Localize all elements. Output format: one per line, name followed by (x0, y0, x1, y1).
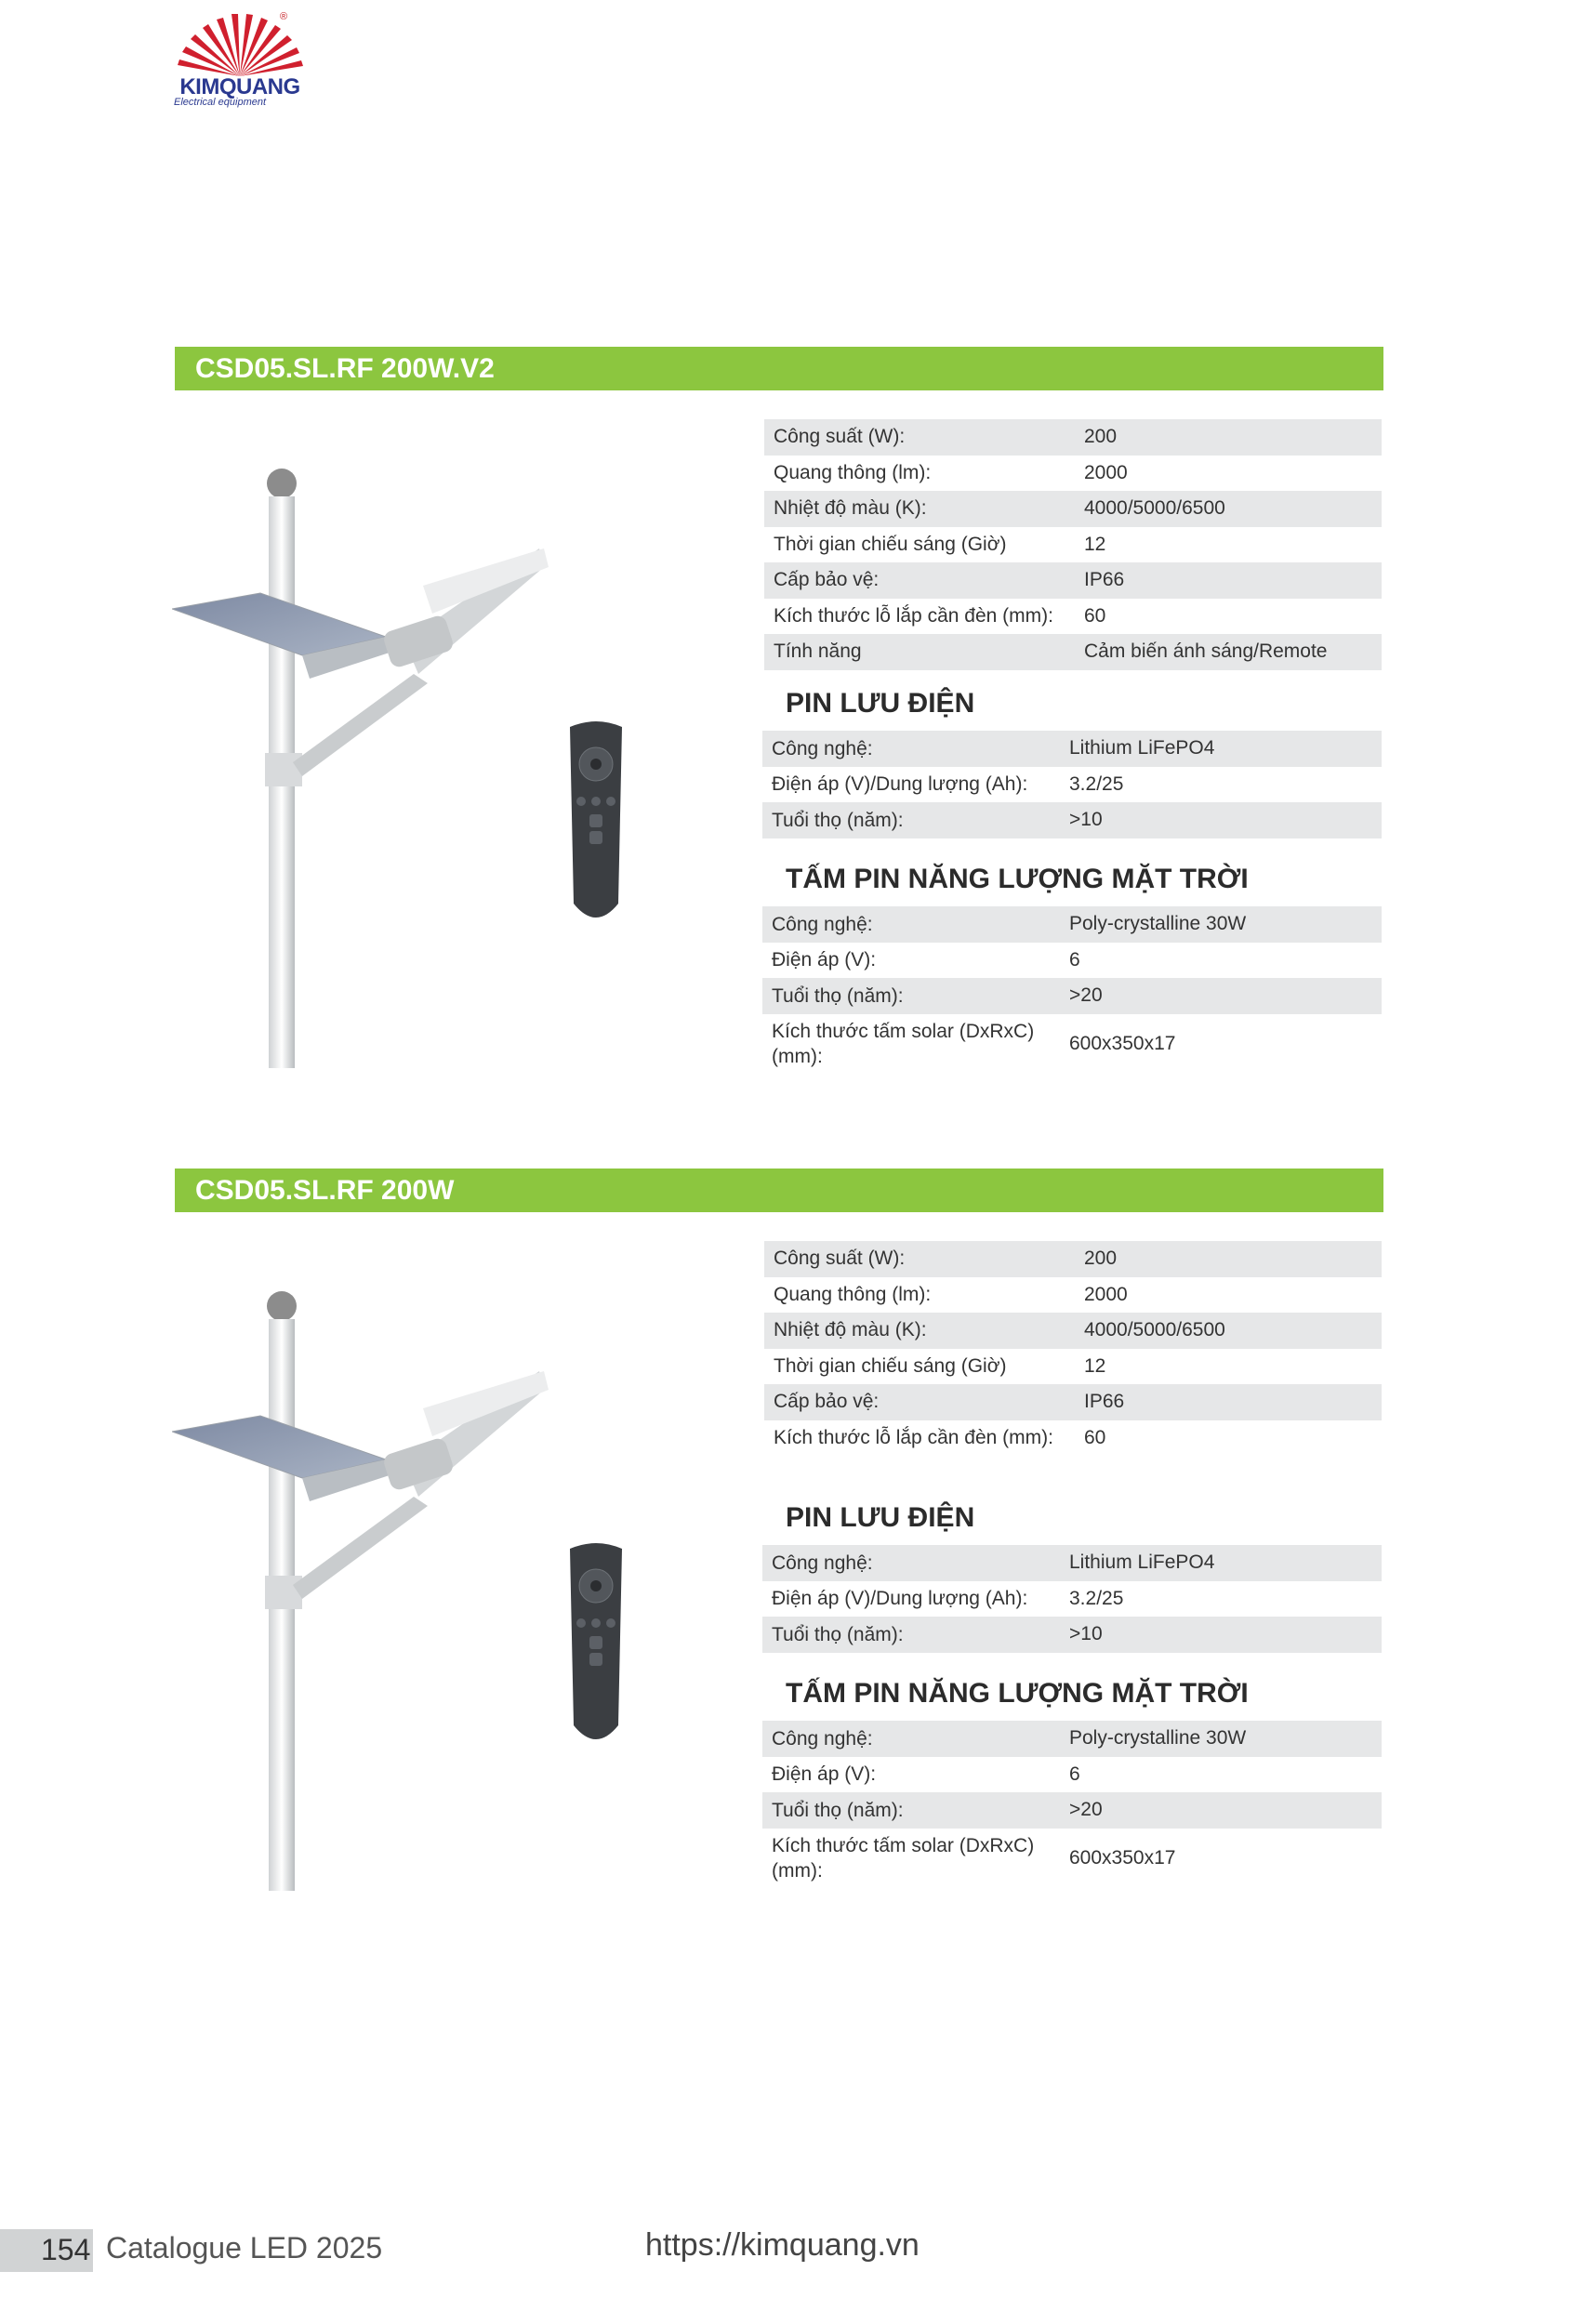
spec-value: Cảm biến ánh sáng/Remote (1084, 640, 1328, 663)
battery-heading: PIN LƯU ĐIỆN (786, 688, 975, 719)
battery-value: >10 (1069, 809, 1103, 831)
battery-label: Tuổi thọ (năm): (772, 1623, 904, 1645)
remote-control-image (564, 718, 628, 924)
solar-row (762, 1757, 1382, 1793)
spec-label: Thời gian chiếu sáng (Giờ) (774, 1354, 1007, 1377)
logo-brand: KIMQUANG (179, 74, 300, 99)
spec-label: Quang thông (lm): (774, 461, 932, 483)
spec-value: 2000 (1084, 1283, 1128, 1305)
solar-row (762, 1014, 1382, 1074)
solar-table (762, 1721, 1382, 1888)
spec-table (764, 1241, 1382, 1456)
page-number: 154 (41, 2233, 91, 2266)
solar-row (762, 943, 1382, 979)
spec-value: 2000 (1084, 461, 1128, 483)
battery-value: Lithium LiFePO4 (1069, 737, 1215, 759)
product-title: CSD05.SL.RF 200W.V2 (175, 347, 1383, 390)
spec-row (764, 1384, 1382, 1420)
solar-label: Tuổi thọ (năm): (772, 1799, 904, 1821)
spec-row (764, 1241, 1382, 1277)
battery-row (762, 1545, 1382, 1581)
battery-value: >10 (1069, 1623, 1103, 1645)
battery-row (762, 1617, 1382, 1653)
battery-table (762, 1545, 1382, 1653)
solar-row (762, 1829, 1382, 1888)
battery-label: Công nghệ: (772, 1552, 873, 1574)
solar-label: Công nghệ: (772, 913, 873, 935)
solar-label: Công nghệ: (772, 1727, 873, 1750)
solar-table (762, 906, 1382, 1074)
spec-row (764, 1277, 1382, 1314)
solar-value: 6 (1069, 948, 1080, 971)
solar-value: >20 (1069, 984, 1103, 1007)
battery-value: 3.2/25 (1069, 1587, 1124, 1609)
solar-heading: TẤM PIN NĂNG LƯỢNG MẶT TRỜI (786, 1678, 1249, 1709)
spec-row (764, 1420, 1382, 1457)
solar-label: Kích thước tấm solar (DxRxC) (mm): (772, 1834, 1035, 1882)
spec-value: IP66 (1084, 569, 1125, 591)
spec-value: 60 (1084, 604, 1106, 627)
spec-row (764, 1349, 1382, 1385)
solar-label: Điện áp (V): (772, 949, 877, 971)
spec-value: 12 (1084, 1354, 1106, 1377)
spec-value: 200 (1084, 426, 1118, 448)
solar-label: Tuổi thọ (năm): (772, 984, 904, 1007)
spec-label: Công suất (W): (774, 426, 906, 448)
remote-control-image (564, 1539, 628, 1746)
battery-row (762, 802, 1382, 838)
battery-table (762, 731, 1382, 838)
battery-label: Công nghệ: (772, 737, 873, 759)
spec-label: Nhiệt độ màu (K): (774, 1319, 927, 1341)
spec-value: IP66 (1084, 1391, 1125, 1413)
spec-value: 60 (1084, 1426, 1106, 1448)
battery-row (762, 767, 1382, 803)
spec-label: Kích thước lỗ lắp cần đèn (mm): (774, 604, 1053, 627)
spec-value: 200 (1084, 1248, 1118, 1270)
spec-label: Thời gian chiếu sáng (Giờ) (774, 533, 1007, 555)
logo-tagline: Electrical equipment (174, 97, 267, 108)
product-title: CSD05.SL.RF 200W (175, 1169, 1383, 1212)
battery-heading: PIN LƯU ĐIỆN (786, 1502, 975, 1533)
spec-value: 12 (1084, 533, 1106, 555)
solar-row (762, 1792, 1382, 1829)
spec-label: Tính năng (774, 640, 862, 663)
spec-value: 4000/5000/6500 (1084, 497, 1225, 520)
battery-value: 3.2/25 (1069, 772, 1124, 795)
solar-row (762, 1721, 1382, 1757)
solar-value: Poly-crystalline 30W (1069, 913, 1247, 935)
spec-value: 4000/5000/6500 (1084, 1319, 1225, 1341)
catalogue-label: Catalogue LED 2025 (106, 2231, 383, 2265)
spec-label: Quang thông (lm): (774, 1283, 932, 1305)
battery-value: Lithium LiFePO4 (1069, 1552, 1215, 1574)
solar-label: Điện áp (V): (772, 1763, 877, 1786)
spec-label: Kích thước lỗ lắp cần đèn (mm): (774, 1426, 1053, 1448)
spec-label: Cấp bảo vệ: (774, 1391, 880, 1413)
solar-value: 600x350x17 (1069, 1846, 1176, 1868)
solar-row (762, 978, 1382, 1014)
solar-value: 6 (1069, 1763, 1080, 1785)
solar-row (762, 906, 1382, 943)
battery-label: Điện áp (V)/Dung lượng (Ah): (772, 773, 1028, 796)
spec-label: Cấp bảo vệ: (774, 569, 880, 591)
website-link[interactable]: https://kimquang.vn (645, 2227, 920, 2263)
spec-label: Nhiệt độ màu (K): (774, 497, 927, 520)
battery-label: Tuổi thọ (năm): (772, 809, 904, 831)
registered-mark: ® (280, 11, 288, 22)
spec-label: Công suất (W): (774, 1248, 906, 1270)
page-number-box (0, 2229, 93, 2272)
solar-value: 600x350x17 (1069, 1032, 1176, 1054)
solar-label: Kích thước tấm solar (DxRxC) (mm): (772, 1020, 1035, 1067)
solar-value: Poly-crystalline 30W (1069, 1727, 1247, 1750)
solar-value: >20 (1069, 1799, 1103, 1821)
solar-heading: TẤM PIN NĂNG LƯỢNG MẶT TRỜI (786, 864, 1249, 894)
battery-label: Điện áp (V)/Dung lượng (Ah): (772, 1588, 1028, 1610)
battery-row (762, 1581, 1382, 1618)
spec-row (764, 1313, 1382, 1349)
